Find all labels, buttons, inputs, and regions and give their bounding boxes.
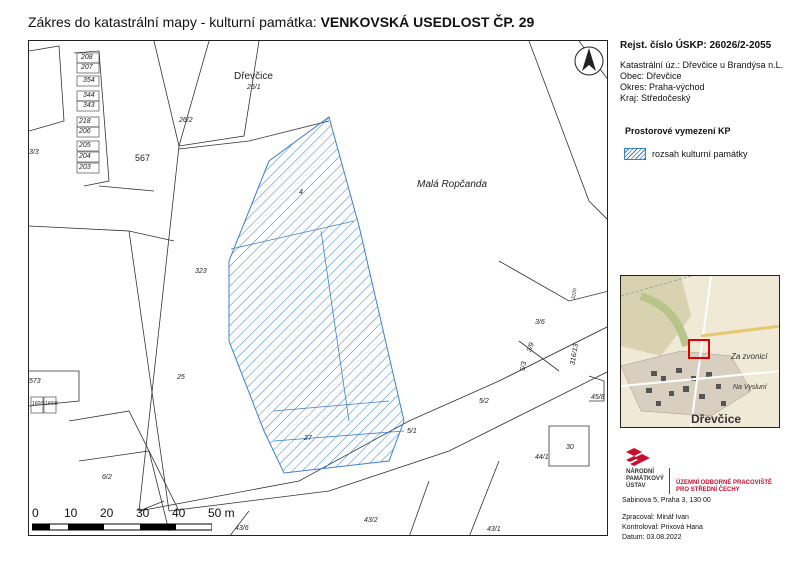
parcel-label: 4 [299, 189, 303, 196]
parcel-label: 160/8 [45, 401, 58, 407]
cadastral-area: Katastrální úz.: Dřevčice u Brandýsa n.L. [620, 60, 784, 70]
npu-logo-icon [624, 448, 654, 468]
checked-by: Kontroloval: Prixová Hana [622, 524, 703, 531]
parcel-label: 344 [83, 92, 95, 99]
parcel-label: 354 [83, 77, 95, 84]
parcel-label: 27 [304, 435, 312, 442]
municipality: Obec: Dřevčice [620, 71, 682, 81]
parcel-label: 26/2 [179, 117, 193, 124]
parcel-label: 316/13 [569, 343, 581, 366]
title-prefix: Zákres do katastrální mapy - kulturní památka: [28, 14, 317, 30]
inset-label: Za zvonicí [731, 352, 768, 361]
scale-tick: 0 [32, 506, 39, 520]
parcel-label: 30 [566, 444, 574, 451]
scale-tick: 50 m [208, 506, 235, 520]
legend-swatch-icon [624, 148, 646, 160]
parcel-label: 206 [79, 128, 91, 135]
map-canvas [29, 41, 608, 536]
title-monument-name: VENKOVSKÁ USEDLOST ČP. 29 [320, 14, 535, 30]
legend-label: rozsah kulturní památky [652, 149, 748, 159]
inset-label: Na Vysluní [733, 384, 767, 391]
map-title [28, 14, 534, 30]
scale-tick: 40 [172, 506, 186, 520]
protected-area-polygon[interactable] [229, 117, 404, 473]
parcel-label: 6/2 [102, 474, 112, 481]
north-arrow-icon [575, 47, 603, 75]
legend-title: Prostorové vymezení KP [625, 126, 731, 136]
parcel-label: 25 [177, 374, 185, 381]
parcel-label: 3/9 [525, 341, 536, 354]
date: Datum: 03.08.2022 [622, 534, 682, 541]
parcel-label: 573 [29, 378, 41, 385]
parcel-label: 43/6 [235, 525, 249, 532]
inset-label: Dřevčice [691, 412, 742, 426]
parcel-label: 203 [79, 164, 91, 171]
document-meta [622, 513, 703, 543]
logo-name-line: ÚSTAV [626, 483, 646, 489]
logo-dept-line: ÚZEMNÍ ODBORNÉ PRACOVIŠTĚ [676, 480, 773, 486]
parcel-label: 5/2 [479, 398, 489, 405]
parcel-label: 160/9 [32, 401, 45, 407]
logo-name-line: PAMÁTKOVÝ [626, 476, 664, 482]
parcel-label: 205 [79, 142, 91, 149]
area-name: Malá Ropčanda [417, 179, 488, 190]
parcel-label: 26/1 [247, 84, 261, 91]
parcel-label: 208 [81, 54, 93, 61]
parcel-label: 3/6 [535, 319, 545, 326]
npu-logo [620, 448, 795, 498]
logo-divider [669, 468, 670, 494]
parcel-label: 43/1 [487, 526, 501, 533]
scale-tick: 30 [136, 506, 150, 520]
address: Sabinova 5, Praha 3, 130 00 [622, 497, 711, 504]
parcel-label: 3220 [570, 288, 579, 300]
overview-inset-map[interactable] [620, 275, 780, 428]
place-name: Dřevčice [234, 71, 273, 82]
parcel-label: 207 [81, 64, 93, 71]
parcel-label: 218 [79, 118, 91, 125]
parcel-label: 5/1 [407, 428, 417, 435]
parcel-label: 567 [135, 153, 151, 163]
scale-tick: 20 [100, 506, 114, 520]
parcel-label: 343 [83, 102, 95, 109]
region: Kraj: Středočeský [620, 93, 691, 103]
parcel-label: 45/8 [591, 394, 605, 401]
parcel-label: 3/3 [29, 149, 39, 156]
logo-dept-line: PRO STŘEDNÍ ČECHY [676, 487, 740, 493]
logo-name [626, 469, 664, 490]
parcel-label: 323 [195, 268, 207, 275]
processed-by: Zpracoval: Mináf Ivan [622, 514, 689, 521]
parcel-label: 5/3 [519, 361, 529, 372]
logo-name-line: NÁRODNÍ [626, 469, 654, 475]
scale-tick: 10 [64, 506, 78, 520]
registry-number: Rejst. číslo ÚSKP: 26026/2-2055 [620, 40, 772, 51]
parcel-label: 44/1 [535, 454, 549, 461]
cadastral-map[interactable] [28, 40, 608, 536]
info-panel [620, 40, 795, 104]
district: Okres: Praha-východ [620, 82, 705, 92]
logo-department [676, 480, 772, 494]
parcel-label: 204 [79, 153, 91, 160]
parcel-label: 43/2 [364, 517, 378, 524]
